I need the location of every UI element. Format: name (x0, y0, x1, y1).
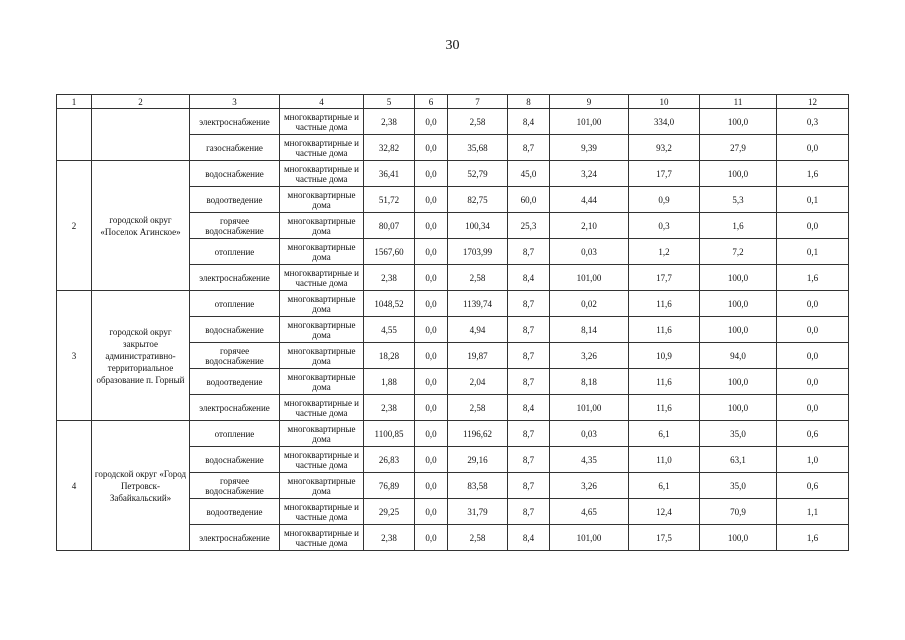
value-cell: 0,9 (629, 187, 700, 213)
value-cell: 8,7 (508, 239, 550, 265)
value-cell: 11,6 (629, 395, 700, 421)
value-cell: 0,0 (777, 213, 849, 239)
value-cell: 1048,52 (364, 291, 415, 317)
housing-type-cell: многоквартирные дома (280, 213, 364, 239)
value-cell: 0,0 (777, 317, 849, 343)
value-cell: 0,1 (777, 239, 849, 265)
table-row (57, 421, 849, 447)
value-cell: 27,9 (700, 135, 777, 161)
service-cell: электроснабжение (190, 109, 280, 135)
service-cell: отопление (190, 239, 280, 265)
header-cell: 3 (190, 95, 280, 109)
service-cell: водоотведение (190, 499, 280, 525)
value-cell: 80,07 (364, 213, 415, 239)
value-cell: 63,1 (700, 447, 777, 473)
group-number-cell: 2 (57, 161, 92, 291)
value-cell: 6,1 (629, 421, 700, 447)
value-cell: 29,25 (364, 499, 415, 525)
value-cell: 0,0 (415, 161, 448, 187)
value-cell: 0,0 (777, 369, 849, 395)
value-cell: 60,0 (508, 187, 550, 213)
housing-type-cell: многоквартирные дома (280, 369, 364, 395)
value-cell: 100,0 (700, 109, 777, 135)
value-cell: 17,7 (629, 265, 700, 291)
service-cell: отопление (190, 291, 280, 317)
value-cell: 4,65 (550, 499, 629, 525)
value-cell: 31,79 (448, 499, 508, 525)
value-cell: 334,0 (629, 109, 700, 135)
value-cell: 5,3 (700, 187, 777, 213)
service-cell: водоснабжение (190, 317, 280, 343)
value-cell: 0,0 (415, 395, 448, 421)
value-cell: 3,24 (550, 161, 629, 187)
value-cell: 101,00 (550, 525, 629, 551)
service-cell: водоотведение (190, 369, 280, 395)
value-cell: 101,00 (550, 395, 629, 421)
value-cell: 35,0 (700, 421, 777, 447)
housing-type-cell: многоквартирные дома (280, 187, 364, 213)
value-cell: 0,0 (415, 343, 448, 369)
value-cell: 1,6 (777, 161, 849, 187)
value-cell: 2,58 (448, 109, 508, 135)
value-cell: 0,0 (415, 499, 448, 525)
value-cell: 1196,62 (448, 421, 508, 447)
value-cell: 17,5 (629, 525, 700, 551)
value-cell: 94,0 (700, 343, 777, 369)
header-cell: 7 (448, 95, 508, 109)
value-cell: 101,00 (550, 109, 629, 135)
header-cell: 10 (629, 95, 700, 109)
service-cell: газоснабжение (190, 135, 280, 161)
table-row (57, 109, 849, 135)
value-cell: 70,9 (700, 499, 777, 525)
value-cell: 2,38 (364, 395, 415, 421)
value-cell: 26,83 (364, 447, 415, 473)
header-row (57, 95, 849, 109)
value-cell: 29,16 (448, 447, 508, 473)
value-cell: 8,7 (508, 135, 550, 161)
value-cell: 8,7 (508, 421, 550, 447)
municipality-cell: городской округ закрытое административно-территориальное образование п. Горный (92, 291, 190, 421)
value-cell: 76,89 (364, 473, 415, 499)
housing-type-cell: многоквартирные и частные дома (280, 265, 364, 291)
housing-type-cell: многоквартирные дома (280, 291, 364, 317)
value-cell: 2,38 (364, 525, 415, 551)
service-cell: водоснабжение (190, 447, 280, 473)
header-cell: 1 (57, 95, 92, 109)
value-cell: 1703,99 (448, 239, 508, 265)
value-cell: 0,0 (415, 109, 448, 135)
group-number-cell: 3 (57, 291, 92, 421)
value-cell: 93,2 (629, 135, 700, 161)
value-cell: 0,6 (777, 421, 849, 447)
value-cell: 0,0 (415, 213, 448, 239)
municipality-cell (92, 109, 190, 161)
housing-type-cell: многоквартирные дома (280, 473, 364, 499)
value-cell: 8,7 (508, 447, 550, 473)
value-cell: 2,58 (448, 525, 508, 551)
value-cell: 0,0 (415, 265, 448, 291)
value-cell: 1100,85 (364, 421, 415, 447)
value-cell: 0,0 (777, 135, 849, 161)
value-cell: 0,0 (415, 421, 448, 447)
value-cell: 36,41 (364, 161, 415, 187)
value-cell: 100,0 (700, 525, 777, 551)
value-cell: 0,0 (415, 135, 448, 161)
service-cell: водоснабжение (190, 161, 280, 187)
service-cell: горячее водоснабжение (190, 343, 280, 369)
value-cell: 8,14 (550, 317, 629, 343)
housing-type-cell: многоквартирные и частные дома (280, 109, 364, 135)
value-cell: 1567,60 (364, 239, 415, 265)
value-cell: 0,0 (415, 239, 448, 265)
value-cell: 4,94 (448, 317, 508, 343)
value-cell: 2,58 (448, 265, 508, 291)
value-cell: 0,0 (415, 291, 448, 317)
header-cell: 8 (508, 95, 550, 109)
housing-type-cell: многоквартирные и частные дома (280, 395, 364, 421)
value-cell: 7,2 (700, 239, 777, 265)
value-cell: 2,10 (550, 213, 629, 239)
value-cell: 11,6 (629, 291, 700, 317)
housing-type-cell: многоквартирные и частные дома (280, 499, 364, 525)
value-cell: 3,26 (550, 473, 629, 499)
value-cell: 8,4 (508, 525, 550, 551)
value-cell: 0,3 (777, 109, 849, 135)
value-cell: 0,0 (415, 473, 448, 499)
table-row (57, 161, 849, 187)
value-cell: 11,0 (629, 447, 700, 473)
value-cell: 100,0 (700, 161, 777, 187)
value-cell: 1,1 (777, 499, 849, 525)
value-cell: 8,4 (508, 109, 550, 135)
table-body (57, 95, 849, 551)
value-cell: 10,9 (629, 343, 700, 369)
value-cell: 100,0 (700, 369, 777, 395)
value-cell: 35,68 (448, 135, 508, 161)
value-cell: 1,6 (777, 265, 849, 291)
housing-type-cell: многоквартирные и частные дома (280, 525, 364, 551)
value-cell: 82,75 (448, 187, 508, 213)
service-cell: водоотведение (190, 187, 280, 213)
municipality-cell: городской округ «Город Петровск-Забайкальский» (92, 421, 190, 551)
value-cell: 19,87 (448, 343, 508, 369)
value-cell: 8,7 (508, 317, 550, 343)
value-cell: 0,0 (415, 525, 448, 551)
value-cell: 4,55 (364, 317, 415, 343)
value-cell: 8,7 (508, 291, 550, 317)
value-cell: 0,0 (415, 369, 448, 395)
value-cell: 1,6 (700, 213, 777, 239)
service-cell: отопление (190, 421, 280, 447)
value-cell: 100,34 (448, 213, 508, 239)
value-cell: 17,7 (629, 161, 700, 187)
service-cell: электроснабжение (190, 265, 280, 291)
value-cell: 1,6 (777, 525, 849, 551)
group-number-cell: 4 (57, 421, 92, 551)
value-cell: 100,0 (700, 265, 777, 291)
value-cell: 1139,74 (448, 291, 508, 317)
value-cell: 0,0 (777, 343, 849, 369)
header-cell: 9 (550, 95, 629, 109)
header-cell: 5 (364, 95, 415, 109)
tariff-table (56, 94, 849, 551)
housing-type-cell: многоквартирные дома (280, 317, 364, 343)
value-cell: 8,7 (508, 473, 550, 499)
value-cell: 0,03 (550, 421, 629, 447)
housing-type-cell: многоквартирные дома (280, 343, 364, 369)
value-cell: 100,0 (700, 395, 777, 421)
value-cell: 45,0 (508, 161, 550, 187)
value-cell: 0,0 (415, 447, 448, 473)
service-cell: электроснабжение (190, 525, 280, 551)
value-cell: 25,3 (508, 213, 550, 239)
group-number-cell (57, 109, 92, 161)
value-cell: 100,0 (700, 317, 777, 343)
service-cell: электроснабжение (190, 395, 280, 421)
header-cell: 12 (777, 95, 849, 109)
housing-type-cell: многоквартирные дома (280, 421, 364, 447)
value-cell: 0,3 (629, 213, 700, 239)
value-cell: 0,1 (777, 187, 849, 213)
value-cell: 4,35 (550, 447, 629, 473)
value-cell: 0,0 (777, 291, 849, 317)
value-cell: 0,0 (415, 317, 448, 343)
value-cell: 8,7 (508, 343, 550, 369)
municipality-cell: городской округ «Поселок Агинское» (92, 161, 190, 291)
value-cell: 3,26 (550, 343, 629, 369)
service-cell: горячее водоснабжение (190, 213, 280, 239)
value-cell: 0,0 (415, 187, 448, 213)
value-cell: 35,0 (700, 473, 777, 499)
value-cell: 8,18 (550, 369, 629, 395)
value-cell: 83,58 (448, 473, 508, 499)
value-cell: 6,1 (629, 473, 700, 499)
value-cell: 2,58 (448, 395, 508, 421)
housing-type-cell: многоквартирные и частные дома (280, 161, 364, 187)
value-cell: 0,6 (777, 473, 849, 499)
header-cell: 6 (415, 95, 448, 109)
value-cell: 8,7 (508, 499, 550, 525)
housing-type-cell: многоквартирные и частные дома (280, 135, 364, 161)
value-cell: 11,6 (629, 317, 700, 343)
value-cell: 8,4 (508, 265, 550, 291)
value-cell: 52,79 (448, 161, 508, 187)
value-cell: 8,4 (508, 395, 550, 421)
header-cell: 4 (280, 95, 364, 109)
value-cell: 32,82 (364, 135, 415, 161)
value-cell: 8,7 (508, 369, 550, 395)
value-cell: 101,00 (550, 265, 629, 291)
value-cell: 2,38 (364, 109, 415, 135)
value-cell: 0,02 (550, 291, 629, 317)
header-cell: 2 (92, 95, 190, 109)
housing-type-cell: многоквартирные дома (280, 239, 364, 265)
page-number: 30 (445, 38, 460, 53)
value-cell: 51,72 (364, 187, 415, 213)
value-cell: 0,0 (777, 395, 849, 421)
value-cell: 9,39 (550, 135, 629, 161)
value-cell: 2,04 (448, 369, 508, 395)
value-cell: 1,0 (777, 447, 849, 473)
value-cell: 100,0 (700, 291, 777, 317)
table-row (57, 291, 849, 317)
service-cell: горячее водоснабжение (190, 473, 280, 499)
housing-type-cell: многоквартирные и частные дома (280, 447, 364, 473)
value-cell: 0,03 (550, 239, 629, 265)
value-cell: 1,2 (629, 239, 700, 265)
value-cell: 1,88 (364, 369, 415, 395)
value-cell: 12,4 (629, 499, 700, 525)
header-cell: 11 (700, 95, 777, 109)
value-cell: 18,28 (364, 343, 415, 369)
value-cell: 11,6 (629, 369, 700, 395)
value-cell: 2,38 (364, 265, 415, 291)
value-cell: 4,44 (550, 187, 629, 213)
